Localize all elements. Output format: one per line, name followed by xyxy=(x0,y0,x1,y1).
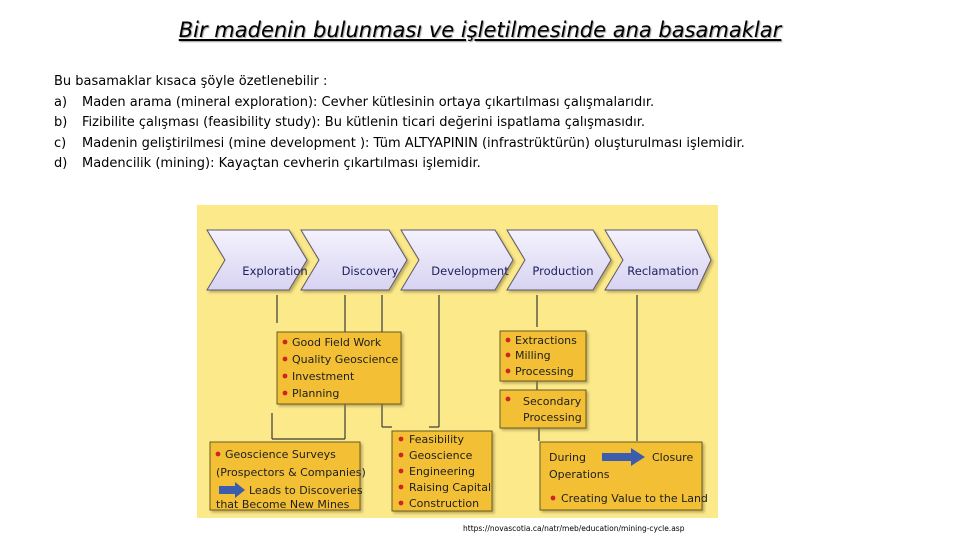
box-text: Operations xyxy=(549,468,610,481)
bullet-icon xyxy=(216,452,221,457)
list-item: Quality Geoscience xyxy=(292,353,399,366)
list-item: Milling xyxy=(515,349,551,362)
stage-label-development: Development xyxy=(431,264,509,278)
bullet-icon xyxy=(399,485,404,490)
list-item: Good Field Work xyxy=(292,336,382,349)
bullet-icon xyxy=(399,501,404,506)
list-item: Feasibility xyxy=(409,433,464,446)
box-text: (Prospectors & Companies) xyxy=(216,466,366,479)
list-item: Geoscience Surveys xyxy=(225,448,336,461)
box-text: Leads to Discoveries xyxy=(249,484,363,497)
mining-cycle-diagram xyxy=(197,205,718,518)
bullet-icon xyxy=(506,397,511,402)
stage-label-discovery: Discovery xyxy=(341,264,399,278)
bullet-icon xyxy=(506,353,511,358)
bullet-icon xyxy=(506,338,511,343)
bullet-icon xyxy=(399,437,404,442)
list-item: Extractions xyxy=(515,334,577,347)
list-item: Processing xyxy=(523,411,582,424)
list-item: Engineering xyxy=(409,465,475,478)
box-text: During xyxy=(549,451,586,464)
list-item: b) Fizibilite çalışması (feasibility study): Bu kütlenin ticari değerini ispatlama çalışmasıdır. xyxy=(54,115,646,130)
intro-lead: Bu basamaklar kısaca şöyle özetlenebilir : xyxy=(54,74,328,89)
bullet-icon xyxy=(399,453,404,458)
list-item: Creating Value to the Land xyxy=(561,492,708,505)
bullet-icon xyxy=(283,374,288,379)
stage-label-production: Production xyxy=(532,264,594,278)
box-text: that Become New Mines xyxy=(216,498,350,511)
stage-label-exploration: Exploration xyxy=(242,264,308,278)
bullet-icon xyxy=(506,369,511,374)
bullet-icon xyxy=(399,469,404,474)
page-title: Bir madenin bulunması ve işletilmesinde ana basamaklar xyxy=(178,18,782,42)
source-link[interactable]: https://novascotia.ca/natr/meb/education/mining-cycle.asp xyxy=(463,524,685,533)
list-item: d) Madencilik (mining): Kayaçtan cevherin çıkartılması işlemidir. xyxy=(54,156,481,171)
list-item: Processing xyxy=(515,365,574,378)
list-item: c) Madenin geliştirilmesi (mine development ): Tüm ALTYAPININ (infrastrüktürün) oluşturulması işlemidir. xyxy=(54,135,745,151)
bullet-icon xyxy=(283,340,288,345)
list-item: Investment xyxy=(292,370,355,383)
list-item: Geoscience xyxy=(409,449,473,462)
list-item: Raising Capital xyxy=(409,481,492,494)
bullet-icon xyxy=(283,391,288,396)
intro-text xyxy=(54,72,745,175)
box-text: Closure xyxy=(652,451,694,464)
stage-label-reclamation: Reclamation xyxy=(627,264,699,278)
list-item: a) Maden arama (mineral exploration): Cevher kütlesinin ortaya çıkartılması çalışmalarıdır. xyxy=(54,94,655,110)
list-item: Construction xyxy=(409,497,480,510)
list-item: Secondary xyxy=(523,395,582,408)
bullet-icon xyxy=(551,496,556,501)
bullet-icon xyxy=(283,357,288,362)
list-item: Planning xyxy=(292,387,340,400)
